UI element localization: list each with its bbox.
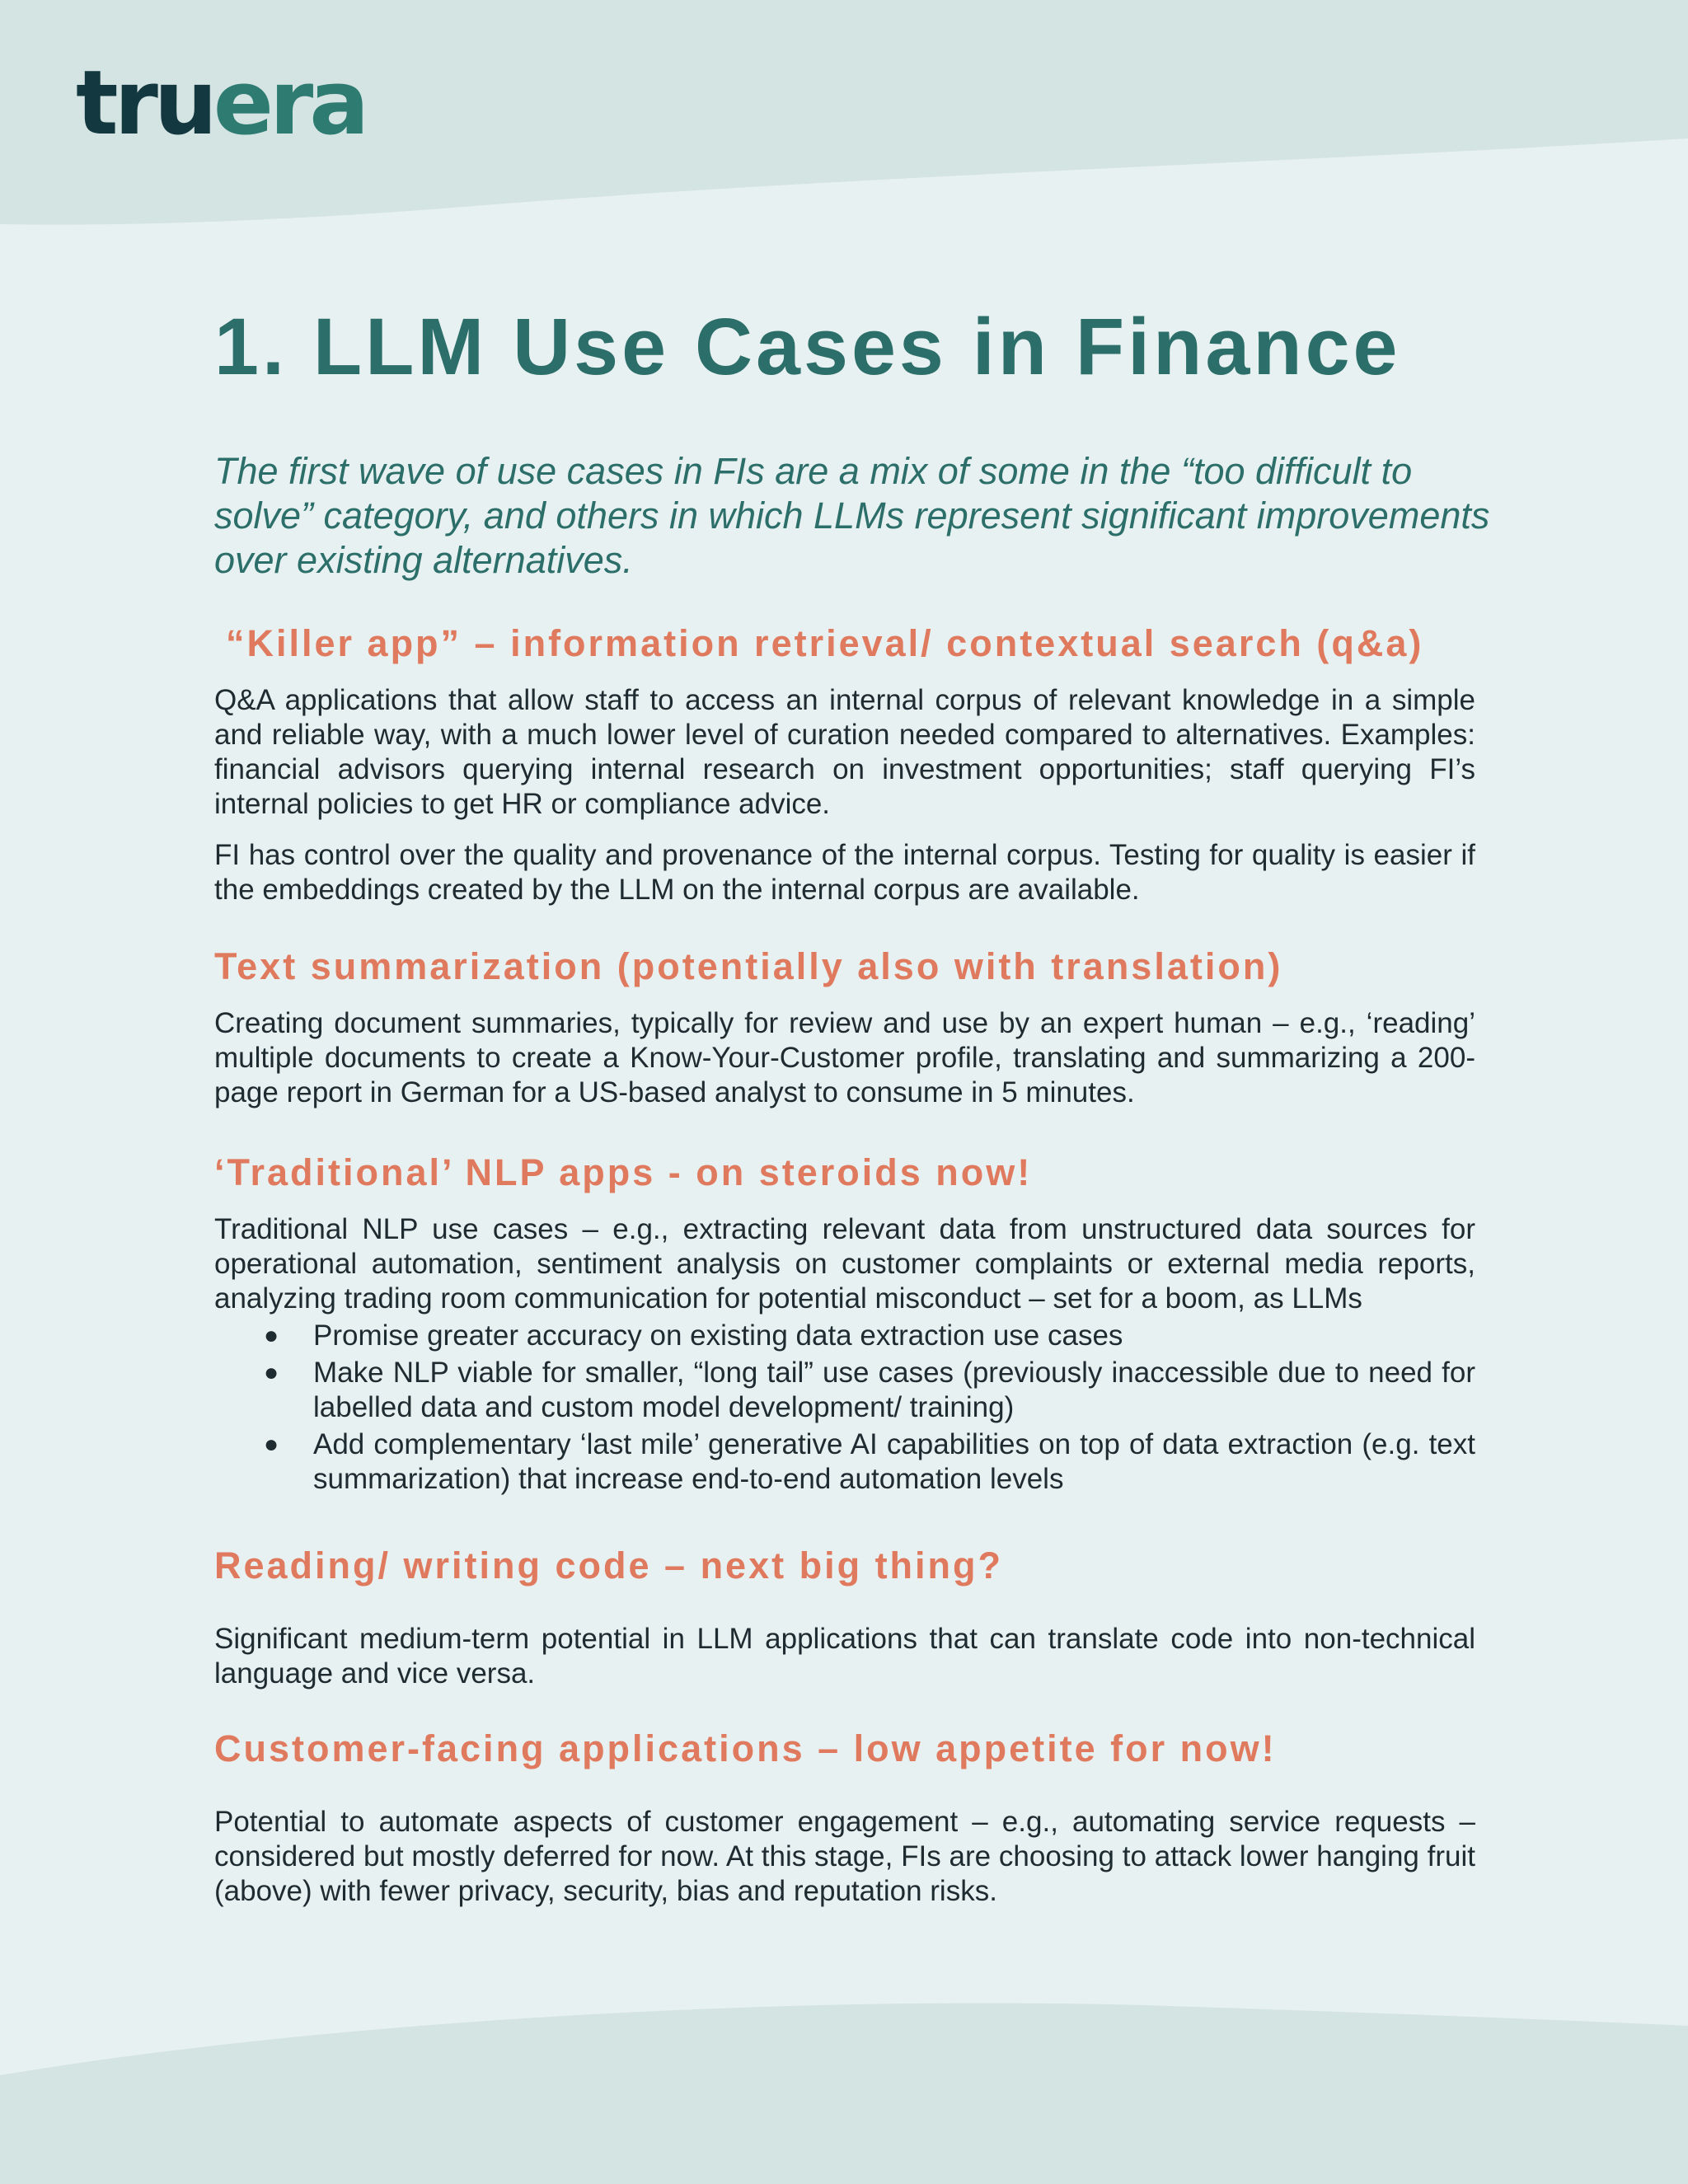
page-title: 1. LLM Use Cases in Finance <box>214 302 1401 391</box>
intro-text: The first wave of use cases in FIs are a mix of some in the “too difficult to solve” category, and others in which LLMs represent significant improvements over existing alternatives. <box>214 449 1490 581</box>
bullet-dot-icon: ● <box>264 1430 279 1458</box>
bullet-dot-icon: ● <box>264 1358 279 1386</box>
heading-traditional-nlp: ‘Traditional’ NLP apps - on steroids now! <box>214 1151 1033 1193</box>
bullet-item <box>214 1319 1475 1353</box>
logo-text-dark: tru <box>76 52 213 155</box>
paragraph-text-summarization: Creating document summaries, typically for review and use by an expert human – e.g., ‘reading’ multiple documents to create a Know-Your-Customer profile, translating and summarizing a 200-page report in German for a US-based analyst to consume in 5 minutes. <box>214 1006 1475 1108</box>
bullet-item <box>214 1427 1475 1497</box>
bullet-text: Add complementary ‘last mile’ generative AI capabilities on top of data extraction (e.g. text summarization) that increase end-to-end automation levels <box>313 1427 1475 1495</box>
bullet-text: Promise greater accuracy on existing data extraction use cases <box>313 1319 1123 1352</box>
paragraph-killer-app-2: FI has control over the quality and provenance of the internal corpus. Testing for quality is easier if the embeddings created by the LLM on the internal corpus are available. <box>214 838 1475 906</box>
truera-logo <box>76 52 366 155</box>
paragraph-customer-facing: Potential to automate aspects of customer engagement – e.g., automating service requests – considered but mostly deferred for now. At this stage, FIs are choosing to attack lower hanging fruit (above) with fewer privacy, security, bias and reputation risks. <box>214 1805 1475 1907</box>
heading-killer-app: “Killer app” – information retrieval/ contextual search (q&a) <box>226 621 1424 664</box>
paragraph-killer-app-1: Q&A applications that allow staff to access an internal corpus of relevant knowledge in a simple and reliable way, with a much lower level of curation needed compared to alternatives. Examples: financial advisors querying internal research on investment opportunities; staff querying FI’s internal policies to get HR or compliance advice. <box>214 683 1475 820</box>
heading-reading-writing-code: Reading/ writing code – next big thing? <box>214 1544 1004 1586</box>
heading-customer-facing: Customer-facing applications – low appetite for now! <box>214 1727 1277 1769</box>
paragraph-traditional-nlp: Traditional NLP use cases – e.g., extracting relevant data from unstructured data sources for operational automation, sentiment analysis on customer complaints or external media reports, analyzing trading room communication for potential misconduct – set for a boom, as LLMs <box>214 1212 1475 1315</box>
heading-text-summarization: Text summarization (potentially also with translation) <box>214 944 1283 987</box>
bullet-text: Make NLP viable for smaller, “long tail” use cases (previously inaccessible due to need for labelled data and custom model development/ training) <box>313 1356 1475 1423</box>
paragraph-reading-writing-code: Significant medium-term potential in LLM applications that can translate code into non-technical language and vice versa. <box>214 1622 1475 1690</box>
main-content <box>214 302 1490 1909</box>
bullet-dot-icon: ● <box>264 1321 279 1349</box>
nlp-bullet-list <box>214 1319 1475 1497</box>
bullet-item <box>214 1356 1475 1425</box>
logo-text-teal: era <box>213 52 366 155</box>
